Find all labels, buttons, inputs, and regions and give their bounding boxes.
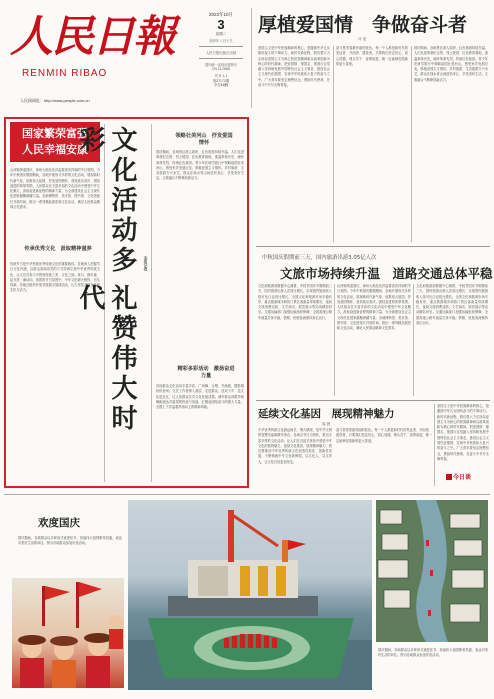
photo-canal bbox=[376, 500, 488, 642]
photo-caption-right: 国庆期间，各地群众以多种形式欢度佳节，祝福伟大祖国繁荣昌盛，表达对美好生活的向往。图为各地群众参加庆祝活动。 bbox=[378, 648, 488, 658]
today-tag bbox=[446, 472, 486, 483]
mid-body-col2: 山河锦绣迎国庆，神州大地处处洋溢着喜庆祥和的节日氛围。今年中秋国庆假期期间，各地开展形式多样的文化活动，展现新时代新气象，讴歌伟大祖国，抒发爱国情怀，营造欢乐喜庆、团结奋进的浓厚氛围。人民群众在丰富多彩的文化活动中感受中华文化魅力，汲取奋进新征程的精神力量，为全面建设社会主义现代化国家凝聚磅礴力量。各地博物馆、美术馆、图书馆、文化馆延长开放时间，推出一系列精品展览和文化活动，满足人民群众精神文化需求。 bbox=[337, 284, 411, 331]
photo-platform bbox=[128, 500, 372, 690]
masthead-site: 人民网网址：http://www.people.com.cn bbox=[20, 98, 90, 103]
lead-body-col1b: 传统节日是中华民族优秀传统文化的重要载体。各地深入挖掘节日文化内涵，以群众喜闻乐见的方式传承弘扬中华优秀传统文化，让人们在参与中感受传统之美、文化之韵。赏月、猜灯谜、品月饼、诵诗词，浓浓的节日氛围中，中华文化薪火相传，历久弥新。各地还组织开展非遗展示展演活动，让古老技艺焕发新的生机与活力。 bbox=[10, 262, 100, 293]
date-pages: 今日16版 bbox=[213, 83, 229, 87]
date-cn: CN 11-0065 bbox=[211, 67, 231, 71]
top-body-col2: 奋斗是青春最亮丽的底色。每一个人都是新时代的见证者、开创者、建设者，只要我们坚定信心、同心同德，埋头苦干、奋勇前进，就一定能够创造新的更大奇迹。 bbox=[336, 46, 408, 66]
top-body-col3: 国庆期间，各地景区游人如织，红色旅游持续升温。人们走进革命纪念馆、烈士陵园、红色教育基地，重温革命历史，缅怀革命先烈，传承红色基因。青少年在研学旅行中领略祖国壮美河山，感受家乡发展巨变，厚植爱国主义情怀。乡村旅游、生态旅游方兴未艾，群众在绿水青山间放松身心、享受美好生活，文旅融合不断释放新活力。 bbox=[414, 46, 488, 82]
masthead-pinyin: RENMIN RIBAO bbox=[22, 68, 108, 79]
photo-performers bbox=[12, 578, 124, 688]
photo-strip-title: 欢度国庆 bbox=[38, 517, 80, 529]
lead-badge-line1: 国家繁荣富强 bbox=[22, 127, 88, 140]
date-weekday: 星期二 bbox=[215, 32, 227, 36]
lead-title-1: 文化活动多彩 bbox=[75, 126, 137, 276]
date-year-month: 2023年10月 bbox=[208, 12, 234, 17]
mid-kicker: 中秋国庆假期前三天，国内旅游出游3.05亿人次 bbox=[262, 255, 377, 261]
lower-headline: 延续文化基因 展现精神魅力 bbox=[258, 408, 395, 420]
date-code: 代号 1-1 bbox=[214, 74, 228, 78]
lead-body-col2: 国庆期间，各地景区游人如织，红色旅游持续升温。人们走进革命纪念馆、烈士陵园、红色教育基地，重温革命历史，缅怀革命先烈，传承红色基因。青少年在研学旅行中领略祖国壮美河山，感受家乡发展巨变，厚植爱国主义情怀。乡村旅游、生态旅游方兴未艾，群众在绿水青山间放松身心、享受美好生活，文旅融合不断释放新活力。 bbox=[156, 150, 244, 181]
lower-body-col1: 中华优秀传统文化源远流长、博大精深，是中华文明的智慧结晶和精华所在。各地以节日为契机，推出丰富多样的文化活动，让人们在沉浸式体验中感悟中华文化的独特魅力。延续文化基因，展现精神魅力，我们要推动中华优秀传统文化创造性转化、创新性发展，不断铸就中华文化新辉煌，以文化人、以文育人，让文化自信更加坚定。 bbox=[258, 428, 332, 464]
today-tag-label: 今日谈 bbox=[453, 474, 472, 481]
top-body-col1: 爱国主义是中华民族精神的核心，是激励中华儿女团结奋斗的不竭动力。新时代新征程，我们要大力弘扬以爱国主义为核心的民族精神和以改革创新为核心的时代精神，把爱国情、强国志、报国行自觉融入坚持和发展中国特色社会主义事业、建设社会主义现代化强国、实现中华民族伟大复兴的奋斗之中。广大青年要坚定理想信念，勇担时代使命，在奋斗中书写无悔青春。 bbox=[258, 46, 330, 88]
date-issue: 第27172期 bbox=[212, 79, 230, 83]
mid-headline: 文旅市场持续升温 道路交通总体平稳 bbox=[280, 266, 493, 281]
lead-byline: 本报记者 bbox=[144, 256, 149, 272]
lower-body-col3: 爱国主义是中华民族精神的核心，是激励中华儿女团结奋斗的不竭动力。新时代新征程，我们要大力弘扬以爱国主义为核心的民族精神和以改革创新为核心的时代精神，把爱国情、强国志、报国行自觉融入坚持和发展中国特色社会主义事业、建设社会主义现代化强国、实现中华民族伟大复兴的奋斗之中。广大青年要坚定理想信念，勇担时代使命，在奋斗中书写无悔青春。 bbox=[437, 404, 489, 461]
top-byline: 评 论 bbox=[358, 37, 367, 41]
lead-subhead-2: 领略壮美河山 抒发爱国情怀 bbox=[175, 133, 233, 146]
lead-subhead-1: 传承优秀文化 汲取精神滋养 bbox=[24, 246, 92, 252]
date-block bbox=[195, 12, 247, 104]
mid-body-col3: 文化和旅游部数据中心测算，中秋节国庆节假期前三天，国内旅游出游人次同比增长，实现国内旅游收入按可比口径同比增长。全国文化和旅游市场平稳有序，重点旅游城市和热门景区客流量持续增长，夜间文旅消费活跃，文艺演出、展览展示等活动精彩纷呈。交通运输部门加强运输组织保障，全国高速公路车流量总体平稳，铁路、民航客流保持高位运行。 bbox=[416, 284, 488, 326]
mid-body-col1: 文化和旅游部数据中心测算，中秋节国庆节假期前三天，国内旅游出游人次同比增长，实现国内旅游收入按可比口径同比增长。全国文化和旅游市场平稳有序，重点旅游城市和热门景区客流量持续增长，夜间文旅消费活跃，文艺演出、展览展示等活动精彩纷呈。交通运输部门加强运输组织保障，全国高速公路车流量总体平稳，铁路、民航客流保持高位运行。 bbox=[258, 284, 332, 320]
masthead bbox=[8, 6, 186, 110]
lead-body-col2b: 各地群众文化活动丰富多彩，广场舞、合唱、书画展、摄影展纷纷登场。文艺工作者深入基层、走进群众，送戏下乡、送文化进社区，让人民群众共享文化发展成果。城乡群众用歌声和舞蹈表达对祖国的热爱与祝福，汇聚起团结奋斗的强大力量，全国上下洋溢着昂扬向上的精神风貌。 bbox=[156, 384, 244, 410]
performers-illustration bbox=[12, 578, 124, 688]
date-edition: 人民日报出版社出版 bbox=[205, 51, 237, 55]
platform-illustration bbox=[128, 500, 372, 690]
date-issn: 国内统一连续出版物号 bbox=[205, 63, 237, 67]
lead-badge-line2: 人民幸福安康 bbox=[22, 143, 88, 156]
lead-subhead-3: 精彩多彩活动 激扬奋进力量 bbox=[177, 366, 235, 379]
masthead-logo: 人民日報 bbox=[10, 12, 174, 62]
date-lunar: 癸卯年八月十九 bbox=[209, 39, 233, 43]
date-day: 3 bbox=[217, 17, 225, 32]
top-headline: 厚植爱国情 争做奋斗者 bbox=[258, 14, 468, 36]
lead-body-col1: 山河锦绣迎国庆，神州大地处处洋溢着喜庆祥和的节日氛围。今年中秋国庆假期期间，各地开展形式多样的文化活动，展现新时代新气象，讴歌伟大祖国，抒发爱国情怀，营造欢乐喜庆、团结奋进的浓厚氛围。人民群众在丰富多彩的文化活动中感受中华文化魅力，汲取奋进新征程的精神力量，为全面建设社会主义现代化国家凝聚磅礴力量。各地博物馆、美术馆、图书馆、文化馆延长开放时间，推出一系列精品展览和文化活动，满足人民群众精神文化需求。 bbox=[10, 168, 100, 210]
canal-illustration bbox=[376, 500, 488, 642]
lead-title-2: 礼赞伟大时代 bbox=[75, 284, 137, 434]
lower-body-col2: 奋斗是青春最亮丽的底色。每一个人都是新时代的见证者、开创者、建设者，只要我们坚定信心、同心同德，埋头苦干、奋勇前进，就一定能够创造新的更大奇迹。 bbox=[336, 428, 432, 443]
photo-caption-left: 国庆期间，各地群众以多种形式欢度佳节，祝福伟大祖国繁荣昌盛，表达对美好生活的向往。图为各地群众参加庆祝活动。 bbox=[18, 536, 122, 546]
lower-byline: 周 晨 bbox=[322, 422, 331, 426]
